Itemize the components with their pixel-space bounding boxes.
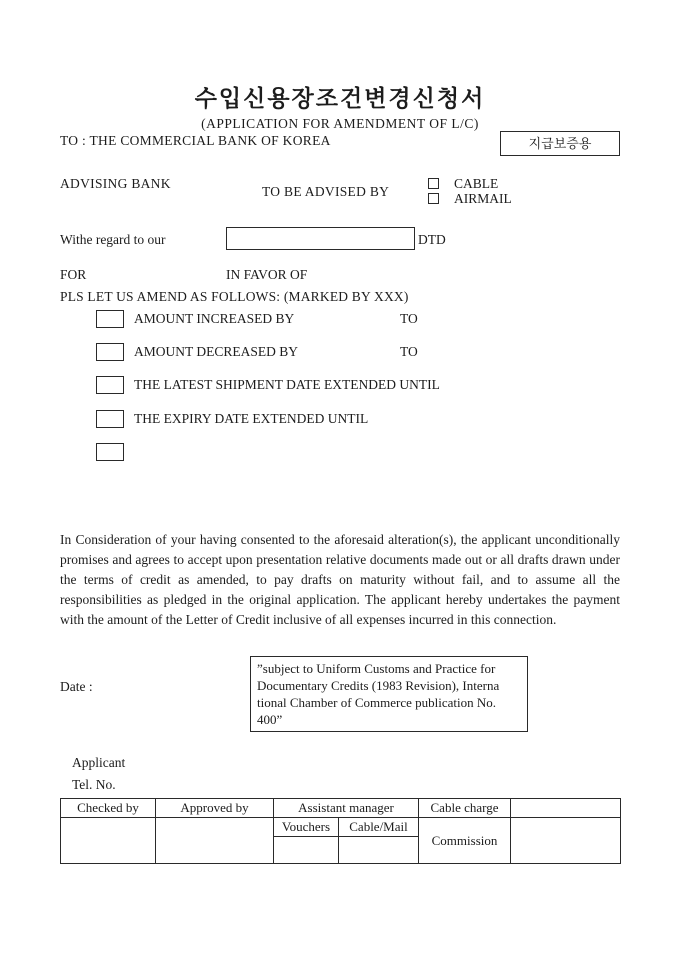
amend-heading: PLS LET US AMEND AS FOLLOWS: (MARKED BY XXX) [60,289,409,304]
to-bank-line: TO : THE COMMERCIAL BANK OF KOREA [60,133,331,148]
amend-row-amount-increased [96,310,294,328]
amend-row-amount-decreased [96,343,298,361]
cable-option [428,176,512,191]
amount-decreased-checkbox[interactable] [96,343,124,361]
ucp-line: Documentary Credits (1983 Revision), Interna [257,678,500,693]
amount-increased-checkbox[interactable] [96,310,124,328]
amend-row-other [96,443,134,461]
amount-decreased-to-label: TO [400,344,418,359]
payment-guarantee-stamp-box: 지급보증용 [500,131,620,156]
cable-charge-header: Cable charge [419,799,511,818]
date-label: Date : [60,679,93,694]
vouchers-header: Vouchers [274,818,339,837]
amend-label: AMOUNT INCREASED BY [134,311,295,326]
checked-by-header: Checked by [61,799,156,818]
airmail-option [428,191,512,206]
amend-label: THE LATEST SHIPMENT DATE EXTENDED UNTIL [134,377,440,392]
ucp-clause-box [250,656,528,732]
in-favor-of-label: IN FAVOR OF [226,267,308,282]
tel-no-label: Tel. No. [72,777,116,792]
approved-by-header: Approved by [156,799,274,818]
expiry-date-checkbox[interactable] [96,410,124,428]
cable-label: CABLE [454,175,499,191]
to-be-advised-by-label: TO BE ADVISED BY [262,184,390,199]
amend-row-expiry-date [96,410,368,428]
cable-mail-cell [339,837,419,864]
consideration-paragraph: In Consideration of your having consented to the aforesaid alteration(s), the applicant unconditionally promises and agrees to accept upon presentation relative documents made out or all drafts drawn under the terms of credit as amended, to pay drafts on maturity without fail, and to assume all the responsibilities as pledged in the original application. The applicant hereby undertakes the payment with the amount of the Letter of Credit inclusive of all expenses incurred in this connection. [60,532,620,627]
approved-by-cell [156,818,274,864]
for-label: FOR [60,267,87,282]
charge-amount-cell [511,799,621,818]
applicant-label: Applicant [72,755,126,770]
ucp-line: ”subject to Uniform Customs and Practice for [257,661,496,676]
advise-method-options [428,176,512,206]
ucp-line: 400” [257,712,283,727]
amend-label: THE EXPIRY DATE EXTENDED UNTIL [134,411,369,426]
commission-label: Commission [419,818,511,864]
ucp-line: tional Chamber of Commerce publication No. [257,695,496,710]
dtd-label: DTD [418,232,446,247]
cable-mail-header: Cable/Mail [339,818,419,837]
amend-label: AMOUNT DECREASED BY [134,344,299,359]
airmail-checkbox[interactable] [428,193,439,204]
shipment-date-checkbox[interactable] [96,376,124,394]
other-amendment-checkbox[interactable] [96,443,124,461]
credit-number-input[interactable] [226,227,415,250]
cable-checkbox[interactable] [428,178,439,189]
vouchers-cell [274,837,339,864]
amount-increased-to-label: TO [400,311,418,326]
page-title: 수입신용장조건변경신청서 [194,86,486,111]
with-regard-label: Withe regard to our [60,232,166,247]
amend-row-shipment-date [96,376,440,394]
advising-bank-label: ADVISING BANK [60,176,171,191]
page-subtitle: (APPLICATION FOR AMENDMENT OF L/C) [201,116,479,131]
commission-amount-cell [511,818,621,864]
checked-by-cell [61,818,156,864]
approval-table [60,798,621,864]
airmail-label: AIRMAIL [454,190,512,206]
assistant-manager-header: Assistant manager [274,799,419,818]
